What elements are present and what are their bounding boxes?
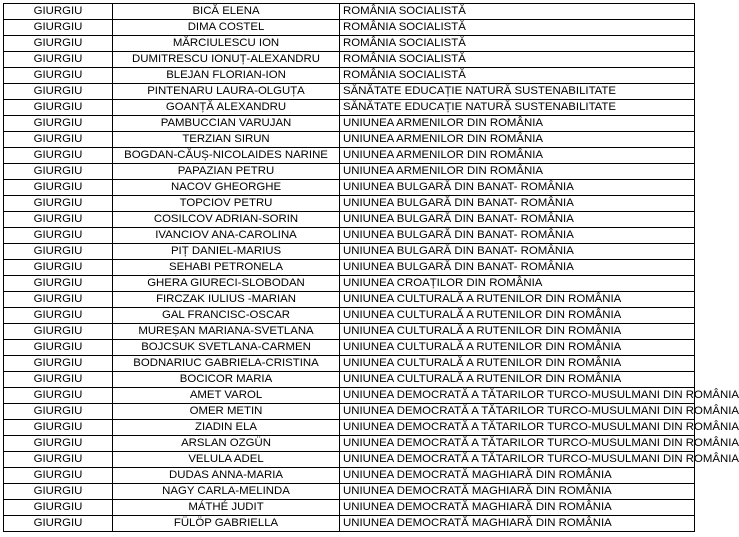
county-cell: GIURGIU	[4, 500, 113, 516]
party-cell: UNIUNEA DEMOCRATĂ MAGHIARĂ DIN ROMÂNIA	[340, 516, 695, 532]
county-cell: GIURGIU	[4, 4, 113, 20]
party-cell: UNIUNEA BULGARĂ DIN BANAT- ROMÂNIA	[340, 228, 695, 244]
county-cell: GIURGIU	[4, 36, 113, 52]
candidate-name-cell: VELULA ADEL	[113, 452, 340, 468]
candidate-name-cell: DIMA COSTEL	[113, 20, 340, 36]
candidate-name-cell: DUMITRESCU IONUȚ-ALEXANDRU	[113, 52, 340, 68]
county-cell: GIURGIU	[4, 468, 113, 484]
county-cell: GIURGIU	[4, 100, 113, 116]
party-cell: ROMÂNIA SOCIALISTĂ	[340, 20, 695, 36]
candidate-name-cell: FÜLÖP GABRIELLA	[113, 516, 340, 532]
party-cell: UNIUNEA ARMENILOR DIN ROMÂNIA	[340, 148, 695, 164]
table-row	[4, 372, 695, 388]
party-cell: SĂNĂTATE EDUCAȚIE NATURĂ SUSTENABILITATE	[340, 100, 695, 116]
county-cell: GIURGIU	[4, 404, 113, 420]
table-body	[4, 4, 739, 532]
county-cell: GIURGIU	[4, 84, 113, 100]
table-row	[4, 68, 695, 84]
candidate-name-cell: FIRCZAK IULIUS -MARIAN	[113, 292, 340, 308]
party-cell: UNIUNEA ARMENILOR DIN ROMÂNIA	[340, 116, 695, 132]
candidate-name-cell: BODNARIUC GABRIELA-CRISTINA	[113, 356, 340, 372]
party-cell: UNIUNEA DEMOCRATĂ MAGHIARĂ DIN ROMÂNIA	[340, 484, 695, 500]
table-row	[4, 20, 695, 36]
candidate-name-cell: PAMBUCCIAN VARUJAN	[113, 116, 340, 132]
table-row	[4, 164, 695, 180]
table-row	[4, 36, 695, 52]
county-cell: GIURGIU	[4, 164, 113, 180]
county-cell: GIURGIU	[4, 436, 113, 452]
table-row	[4, 420, 695, 436]
table-row	[4, 148, 695, 164]
table-row	[4, 244, 695, 260]
table-row	[4, 292, 695, 308]
candidate-name-cell: GHERA GIURECI-SLOBODAN	[113, 276, 340, 292]
county-cell: GIURGIU	[4, 292, 113, 308]
county-cell: GIURGIU	[4, 420, 113, 436]
party-cell: UNIUNEA CULTURALĂ A RUTENILOR DIN ROMÂNIA	[340, 324, 695, 340]
candidate-name-cell: PINTENARU LAURA-OLGUȚA	[113, 84, 340, 100]
table-row	[4, 468, 695, 484]
candidate-name-cell: NACOV GHEORGHE	[113, 180, 340, 196]
party-cell: UNIUNEA ARMENILOR DIN ROMÂNIA	[340, 132, 695, 148]
county-cell: GIURGIU	[4, 388, 113, 404]
county-cell: GIURGIU	[4, 324, 113, 340]
table-row	[4, 196, 695, 212]
county-cell: GIURGIU	[4, 276, 113, 292]
table-row	[4, 276, 695, 292]
table-row	[4, 52, 695, 68]
county-cell: GIURGIU	[4, 180, 113, 196]
candidate-name-cell: DUDAS ANNA-MARIA	[113, 468, 340, 484]
candidate-name-cell: TERZIAN SIRUN	[113, 132, 340, 148]
county-cell: GIURGIU	[4, 308, 113, 324]
table-row	[4, 100, 695, 116]
table-row	[4, 452, 695, 468]
county-cell: GIURGIU	[4, 212, 113, 228]
candidate-name-cell: OMER METIN	[113, 404, 340, 420]
candidate-name-cell: BICĂ ELENA	[113, 4, 340, 20]
county-cell: GIURGIU	[4, 196, 113, 212]
table-row	[4, 340, 695, 356]
table-row	[4, 404, 695, 420]
table-row	[4, 4, 695, 20]
county-cell: GIURGIU	[4, 452, 113, 468]
candidate-name-cell: NAGY CARLA-MELINDA	[113, 484, 340, 500]
candidate-name-cell: PAPAZIAN PETRU	[113, 164, 340, 180]
candidate-name-cell: MÁTHÉ JUDIT	[113, 500, 340, 516]
party-cell: UNIUNEA BULGARĂ DIN BANAT- ROMÂNIA	[340, 180, 695, 196]
table-row	[4, 516, 695, 532]
party-cell: SĂNĂTATE EDUCAȚIE NATURĂ SUSTENABILITATE	[340, 84, 695, 100]
table-row	[4, 212, 695, 228]
county-cell: GIURGIU	[4, 372, 113, 388]
candidate-name-cell: ARSLAN OZGÜN	[113, 436, 340, 452]
party-cell: UNIUNEA CULTURALĂ A RUTENILOR DIN ROMÂNIA	[340, 340, 695, 356]
candidate-name-cell: BOGDAN-CĂUȘ-NICOLAIDES NARINE	[113, 148, 340, 164]
party-cell: UNIUNEA BULGARĂ DIN BANAT- ROMÂNIA	[340, 196, 695, 212]
county-cell: GIURGIU	[4, 132, 113, 148]
party-cell: UNIUNEA CULTURALĂ A RUTENILOR DIN ROMÂNIA	[340, 292, 695, 308]
table-row	[4, 324, 695, 340]
county-cell: GIURGIU	[4, 356, 113, 372]
county-cell: GIURGIU	[4, 484, 113, 500]
party-cell: UNIUNEA DEMOCRATĂ A TĂTARILOR TURCO-MUSULMANI DIN ROMÂNIA	[340, 404, 695, 420]
county-cell: GIURGIU	[4, 20, 113, 36]
party-cell: ROMÂNIA SOCIALISTĂ	[340, 4, 695, 20]
county-cell: GIURGIU	[4, 260, 113, 276]
county-cell: GIURGIU	[4, 68, 113, 84]
party-cell: UNIUNEA BULGARĂ DIN BANAT- ROMÂNIA	[340, 244, 695, 260]
party-cell: UNIUNEA CROAȚILOR DIN ROMÂNIA	[340, 276, 695, 292]
party-cell: UNIUNEA DEMOCRATĂ MAGHIARĂ DIN ROMÂNIA	[340, 468, 695, 484]
party-cell: ROMÂNIA SOCIALISTĂ	[340, 36, 695, 52]
candidate-name-cell: SEHABI PETRONELA	[113, 260, 340, 276]
county-cell: GIURGIU	[4, 516, 113, 532]
candidate-name-cell: ZIADIN ELA	[113, 420, 340, 436]
table-row	[4, 116, 695, 132]
candidate-name-cell: MĂRCIULESCU ION	[113, 36, 340, 52]
table-row	[4, 260, 695, 276]
county-cell: GIURGIU	[4, 148, 113, 164]
party-cell: UNIUNEA DEMOCRATĂ A TĂTARILOR TURCO-MUSULMANI DIN ROMÂNIA	[340, 436, 695, 452]
candidate-name-cell: BOJCSUK SVETLANA-CARMEN	[113, 340, 340, 356]
table-row	[4, 484, 695, 500]
table-row	[4, 436, 695, 452]
table-row	[4, 228, 695, 244]
party-cell: UNIUNEA BULGARĂ DIN BANAT- ROMÂNIA	[340, 260, 695, 276]
party-cell: UNIUNEA DEMOCRATĂ A TĂTARILOR TURCO-MUSULMANI DIN ROMÂNIA	[340, 388, 695, 404]
county-cell: GIURGIU	[4, 52, 113, 68]
county-cell: GIURGIU	[4, 228, 113, 244]
table-row	[4, 132, 695, 148]
candidate-table	[3, 3, 739, 532]
party-cell: UNIUNEA DEMOCRATĂ A TĂTARILOR TURCO-MUSULMANI DIN ROMÂNIA	[340, 452, 695, 468]
candidate-name-cell: MUREȘAN MARIANA-SVETLANA	[113, 324, 340, 340]
party-cell: ROMÂNIA SOCIALISTĂ	[340, 68, 695, 84]
candidate-name-cell: BOCICOR MARIA	[113, 372, 340, 388]
candidate-name-cell: BLEJAN FLORIAN-ION	[113, 68, 340, 84]
table-row	[4, 180, 695, 196]
table-row	[4, 84, 695, 100]
candidate-name-cell: GAL FRANCISC-OSCAR	[113, 308, 340, 324]
party-cell: UNIUNEA DEMOCRATĂ MAGHIARĂ DIN ROMÂNIA	[340, 500, 695, 516]
county-cell: GIURGIU	[4, 244, 113, 260]
candidate-name-cell: IVANCIOV ANA-CAROLINA	[113, 228, 340, 244]
candidate-name-cell: PIȚ DANIEL-MARIUS	[113, 244, 340, 260]
county-cell: GIURGIU	[4, 116, 113, 132]
party-cell: UNIUNEA CULTURALĂ A RUTENILOR DIN ROMÂNIA	[340, 356, 695, 372]
table-row	[4, 356, 695, 372]
county-cell: GIURGIU	[4, 340, 113, 356]
table-row	[4, 388, 695, 404]
party-cell: UNIUNEA DEMOCRATĂ A TĂTARILOR TURCO-MUSULMANI DIN ROMÂNIA	[340, 420, 695, 436]
candidate-name-cell: COSILCOV ADRIAN-SORIN	[113, 212, 340, 228]
table-row	[4, 500, 695, 516]
candidate-name-cell: GOANȚĂ ALEXANDRU	[113, 100, 340, 116]
party-cell: UNIUNEA BULGARĂ DIN BANAT- ROMÂNIA	[340, 212, 695, 228]
party-cell: UNIUNEA CULTURALĂ A RUTENILOR DIN ROMÂNIA	[340, 308, 695, 324]
candidate-name-cell: TOPCIOV PETRU	[113, 196, 340, 212]
party-cell: ROMÂNIA SOCIALISTĂ	[340, 52, 695, 68]
party-cell: UNIUNEA ARMENILOR DIN ROMÂNIA	[340, 164, 695, 180]
table-row	[4, 308, 695, 324]
party-cell: UNIUNEA CULTURALĂ A RUTENILOR DIN ROMÂNIA	[340, 372, 695, 388]
candidate-name-cell: AMET VAROL	[113, 388, 340, 404]
